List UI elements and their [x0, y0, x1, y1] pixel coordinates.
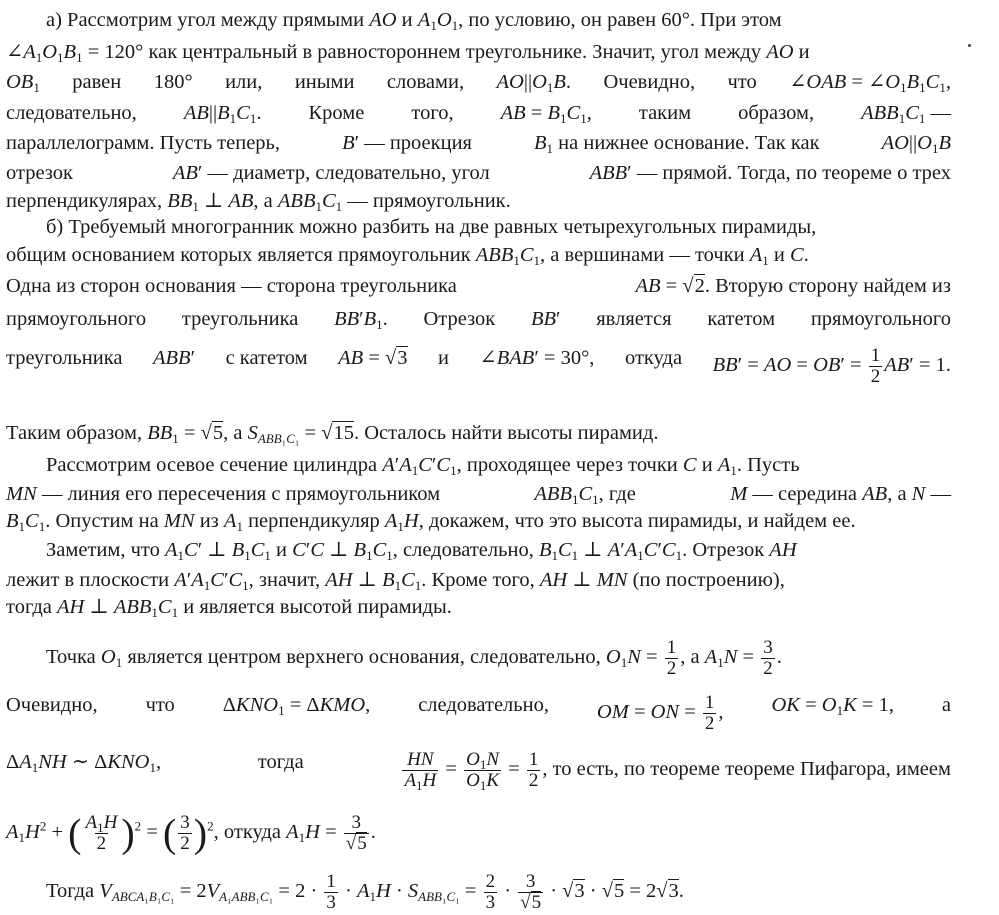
text: и — [798, 41, 810, 63]
fraction-3-over-sqrt5: $\frac{3}{√5}$ — [345, 812, 367, 854]
paragraph-d-line-1: Точка $O_1$ является центром верхнего основания, следовательно, $O_1N$ = $\frac{1}{2}$ , а $A_1N$ = $\frac{3}{2}$ . — [46, 637, 782, 679]
text: на нижнее основание. Так как — [558, 132, 820, 154]
text: — линия его пересечения с прямоугольником — [41, 483, 441, 505]
text: или, — [225, 71, 263, 93]
text: Точка — [46, 646, 96, 669]
text: Очевидно, — [6, 694, 98, 716]
text: — прямой. Тогда, по теореме о трех — [636, 162, 951, 184]
text: Рассмотрим осевое сечение цилиндра — [46, 454, 378, 476]
text: таким — [638, 102, 692, 124]
text: параллелограмм. Пусть теперь, — [6, 132, 281, 154]
text: — прямоугольник. — [347, 190, 511, 212]
paragraph-c-line-3: $B_1C_1$. Опустим на MN из $A_1$ перпендикуляр $A_1H$, докажем, что это высота пирамиды, и найдем ее. — [6, 510, 856, 534]
fraction-3-over-sqrt5: $\frac{3}{√5}$ — [520, 871, 542, 913]
text: , значит, — [248, 569, 321, 591]
fraction-one-third: $\frac{1}{3}$ — [326, 871, 336, 913]
text: , а — [887, 483, 907, 505]
text: равен — [72, 71, 122, 93]
paragraph-a-line-6: отрезок AB′ — диаметр, следовательно, угол ABB′ — прямой. Тогда, по теореме о трех — [6, 162, 951, 184]
text: . Осталось найти высоты пирамид. — [353, 422, 659, 444]
text: и — [701, 454, 713, 476]
text: . Пусть — [736, 454, 800, 476]
paragraph-a-line-7: перпендикулярах, $BB_1$ ⊥ AB, а $ABB_1C_1$ — прямоугольник. — [6, 190, 511, 214]
text: а) Рассмотрим угол между прямыми — [46, 9, 365, 31]
fraction-one-half: $\frac{1}{2}$ — [528, 749, 539, 791]
text: — середина — [752, 483, 858, 505]
text: что — [145, 694, 175, 716]
text: — проекция — [364, 132, 472, 154]
text: является — [596, 308, 672, 330]
text: и — [773, 244, 785, 266]
text: иными — [294, 71, 355, 93]
fraction-a1h-over-2: $\frac{A_1H}{2}$ — [85, 812, 118, 854]
text: (по построению), — [632, 569, 785, 591]
text: , а — [253, 190, 273, 212]
paragraph-a-line-4: следовательно, $AB||B_1C_1$. Кроме того, AB = $B_1C_1$, таким образом, $ABB_1C_1$ — — [6, 102, 951, 126]
scan-speck — [968, 44, 971, 47]
text: , проходящее через точки — [456, 454, 678, 476]
text: треугольника — [6, 347, 123, 369]
text: с катетом — [225, 347, 308, 369]
text: Очевидно, — [603, 71, 696, 93]
paragraph-c-line-1: Рассмотрим осевое сечение цилиндра $A'A_1C'C_1$, проходящее через точки C и $A_1$. Пусть — [46, 454, 800, 478]
text: следовательно, — [418, 694, 549, 716]
text: , а вершинами — точки — [540, 244, 745, 266]
fraction-o1n-over-o1k: $\frac{O_1N}{O_1K}$ — [466, 749, 500, 793]
paragraph-b-line-4: прямоугольного треугольника $BB'B_1$. Отрезок BB′ является катетом прямоугольного — [6, 308, 951, 332]
text: перпендикуляр — [248, 510, 380, 532]
text: и является высотой пирамиды. — [183, 596, 452, 618]
text: Кроме — [308, 102, 365, 124]
text: перпендикулярах, — [6, 190, 163, 212]
paragraph-b-line-2: общим основанием которых является прямоугольник $ABB_1C_1$, а вершинами — точки $A_1$ и C. — [6, 244, 809, 268]
text: а — [941, 694, 951, 716]
text: — диаметр, следовательно, угол — [207, 162, 490, 184]
text: . Вторую сторону найдем из — [704, 275, 951, 297]
text: прямоугольного — [810, 308, 951, 330]
paragraph-c-line-2: MN — линия его пересечения с прямоугольником $ABB_1C_1$, где M — середина AB, а N — — [6, 483, 951, 507]
paragraph-c-line-5: лежит в плоскости $A'A_1C'C_1$, значит, AH ⊥ $B_1C_1$. Кроме того, AH ⊥ MN (по построению), — [6, 569, 785, 593]
text: б) Требуемый многогранник можно разбить на две равных четырехугольных пирамиды, — [46, 216, 817, 238]
text: тогда — [6, 596, 52, 618]
text: а — [690, 646, 700, 669]
paragraph-d-line-4: $A_1H^2$ + ( $\frac{A_1H}{2}$ )$^2$ = ( $\frac{3}{2}$ )$^2$, откуда $A_1H$ = $\frac{3}{√5}$ . — [6, 810, 376, 856]
paragraph-c-line-4: Заметим, что $A_1C'$ ⊥ $B_1C_1$ и C′C ⊥ $B_1C_1$, следовательно, $B_1C_1$ ⊥ $A'A_1C'C_1$. Отрезок AH — [46, 539, 797, 563]
text: следовательно, — [6, 102, 137, 124]
fraction-one-half: $\frac{1}{2}$ — [870, 345, 881, 387]
text: Одна из сторон основания — сторона треугольника — [6, 275, 457, 297]
paragraph-a-line-3: $OB_1$ равен 180° или, иными словами, $AO||O_1B$. Очевидно, что ∠OAB = $\angle O_1B_1C_1$, — [6, 71, 951, 95]
text: Таким образом, — [6, 422, 143, 444]
paragraph-b-line-3: Одна из сторон основания — сторона треугольника AB = √2. Вторую сторону найдем из — [6, 275, 951, 297]
text: откуда — [624, 347, 683, 369]
paragraph-a-line-5: параллелограмм. Пусть теперь, B′ — проекция $B_1$ на нижнее основание. Так как $AO||O_1B$ — [6, 132, 951, 156]
paragraph-d-line-5-volume: Тогда $V_{ABCA_1B_1C_1} = 2V_{A_1ABB_1C_1} = 2$ · $\frac{1}{3}$ · $A_1H \cdot S_{ABB_1C_1}$ = $\frac{2}{3}$ · $\frac{3}{√5}$ · √3 · √5 = 2√3. — [46, 871, 684, 913]
fraction-one-half: $\frac{1}{2}$ — [704, 692, 715, 734]
text: , а — [223, 422, 243, 444]
paragraph-a-line-2: $\angle A_1O_1B_1 = 120^\circ$ как центральный в равностороннем треугольнике. Значит, угол между AO и — [6, 41, 810, 65]
fraction-three-halves: $\frac{3}{2}$ — [180, 812, 190, 854]
text: отрезок — [6, 162, 73, 184]
paragraph-c-line-6: тогда AH ⊥ $ABB_1C_1$ и является высотой пирамиды. — [6, 596, 452, 620]
text: , докажем, что это высота пирамиды, и найдем ее. — [418, 510, 856, 532]
fraction-three-halves: $\frac{3}{2}$ — [763, 637, 773, 679]
text: . Отрезок — [682, 539, 765, 561]
text: , где — [598, 483, 636, 505]
text: Заметим, что — [46, 539, 160, 561]
text: тогда — [257, 751, 304, 773]
fraction-two-thirds: $\frac{2}{3}$ — [485, 871, 496, 913]
text: . Опустим на — [45, 510, 159, 532]
text: является центром верхнего основания, следовательно, — [127, 646, 601, 669]
text: как центральный в равностороннем треугольнике. Значит, угол между — [148, 41, 762, 63]
paragraph-a-line-1: а) Рассмотрим угол между прямыми AO и $A_1O_1$, по условию, он равен 60°. При этом — [46, 9, 782, 33]
fraction-one-half: $\frac{1}{2}$ — [666, 637, 677, 679]
text: словами, — [386, 71, 465, 93]
text: , следовательно, — [392, 539, 534, 561]
text: прямоугольного — [6, 308, 147, 330]
text: Тогда — [46, 880, 95, 903]
paragraph-d-line-2: Очевидно, что $\Delta KNO_1 = \Delta KMO$, следовательно, OM = ON = $\frac{1}{2}$ , OK = $O_1K = 1$, а — [6, 692, 951, 734]
text: что — [727, 71, 757, 93]
text: , то есть, по теореме теореме Пифагора, имеем — [542, 758, 951, 781]
text: 180° — [153, 71, 193, 93]
text: общим основанием которых является прямоугольник — [6, 244, 471, 266]
paragraph-b-line-1 — [46, 215, 951, 239]
paragraph-d-line-3: $\Delta A_1NH$ ∼ $\Delta KNO_1$, тогда $\frac{HN}{A_1H}$ = $\frac{O_1N}{O_1K}$ = $\frac{1}{2}$ , то есть, по теореме теореме Пифагора, имеем — [6, 749, 951, 793]
text: , по условию, он равен 60°. При этом — [458, 9, 782, 31]
text: и — [401, 9, 413, 31]
text: того, — [411, 102, 454, 124]
text: лежит в плоскости — [6, 569, 170, 591]
text: . Кроме того, — [421, 569, 535, 591]
paragraph-b-line-6: Таким образом, $BB_1 = √5$, а $S_{ABB_1C_1} = √15$. Осталось найти высоты пирамид. — [6, 422, 659, 446]
text: и — [438, 347, 450, 369]
text: и — [276, 539, 288, 561]
fraction-hn-over-a1h: $\frac{HN}{A_1H}$ — [404, 749, 437, 793]
text: катетом — [707, 308, 776, 330]
text: треугольника — [181, 308, 299, 330]
paragraph-b-line-5: треугольника ABB′ с катетом AB = √3 и ∠BAB′ = 30°, откуда BB′ = AO = OB′ = $\frac{1}{2}$ AB′ = 1. — [6, 345, 951, 387]
text: Отрезок — [423, 308, 496, 330]
text: из — [199, 510, 219, 532]
text: образом, — [738, 102, 815, 124]
text: , откуда — [213, 821, 281, 844]
